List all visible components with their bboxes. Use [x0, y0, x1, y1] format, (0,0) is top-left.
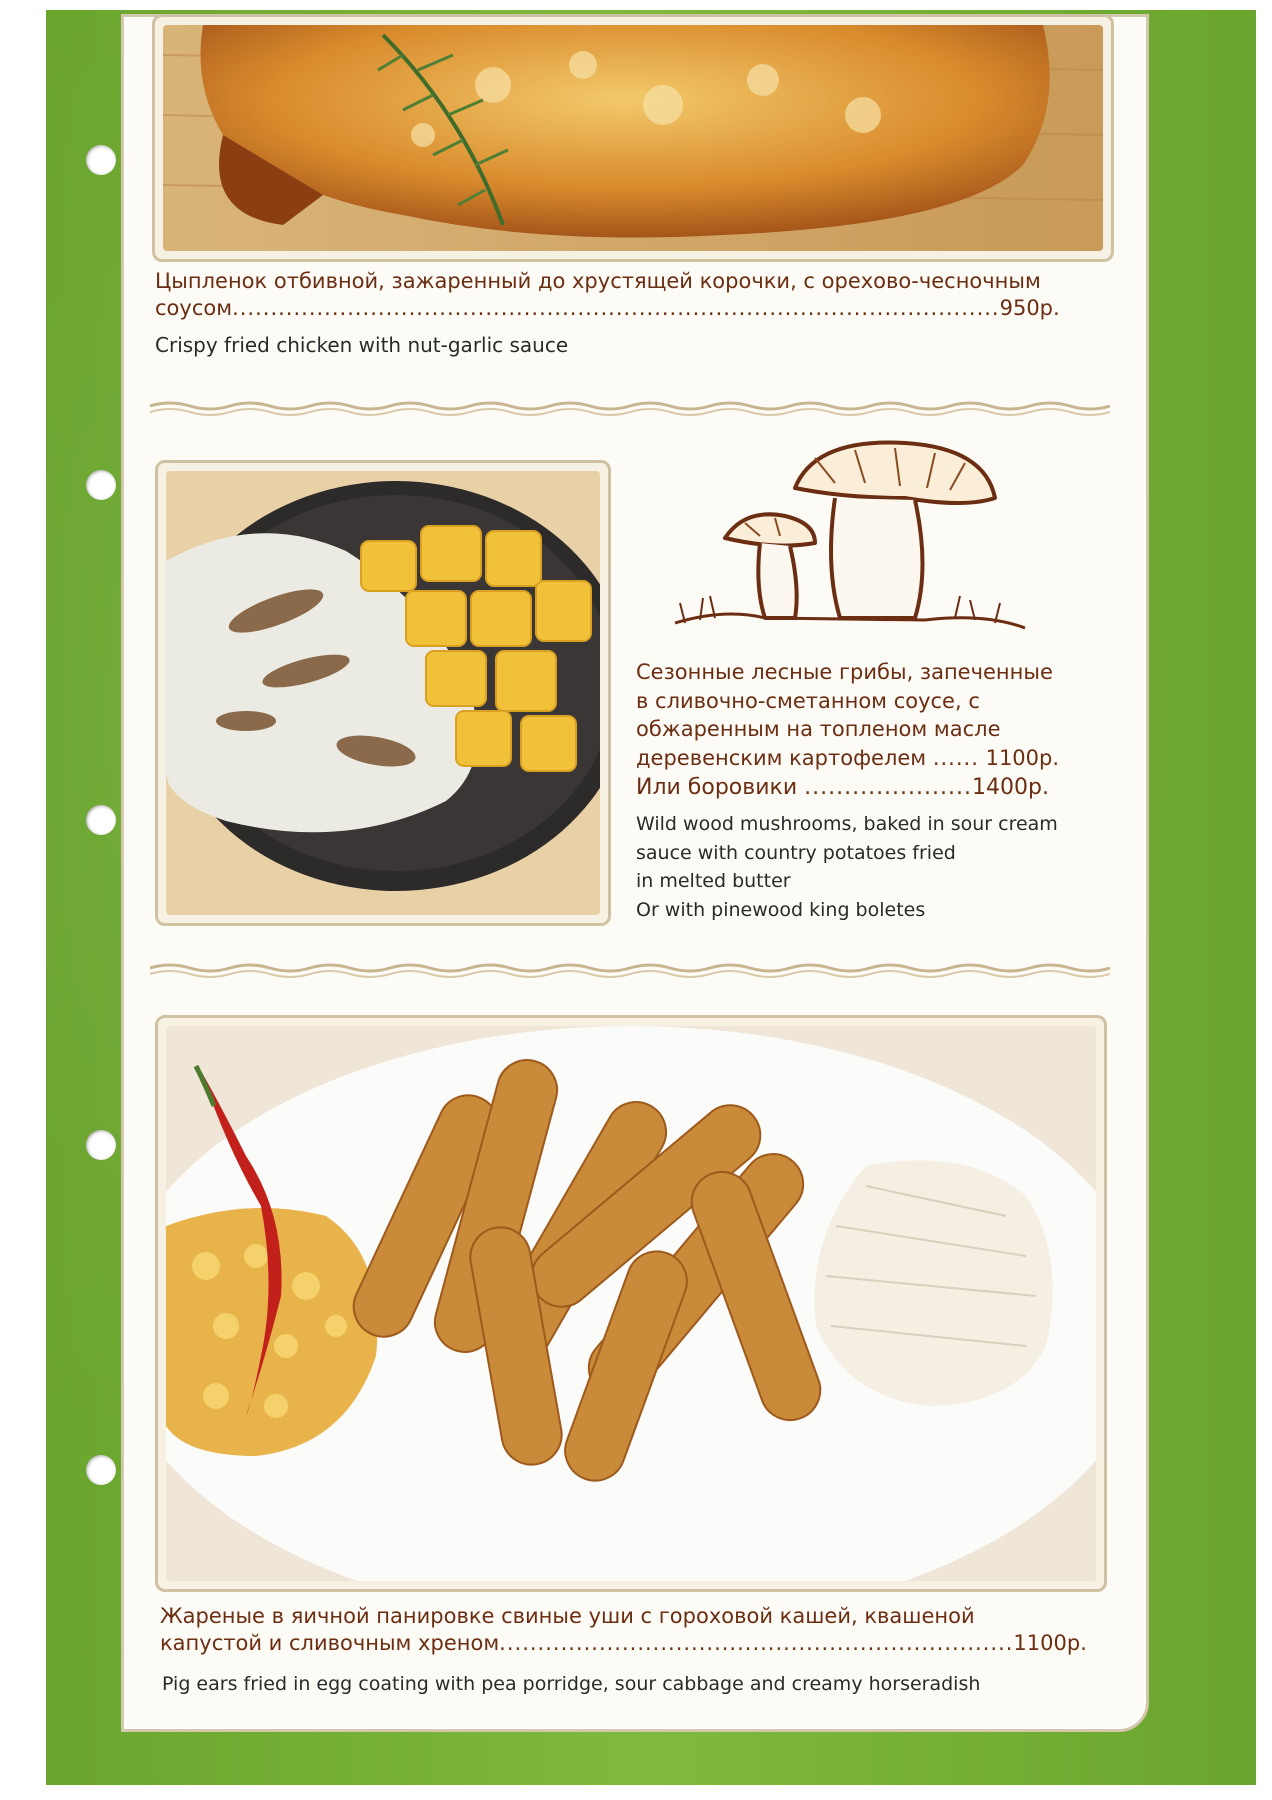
- price: 1100р.: [1013, 1631, 1087, 1655]
- pig-ears-photo: [166, 1026, 1096, 1581]
- binder-hole: [86, 1130, 116, 1160]
- dish-title-en: Crispy fried chicken with nut-garlic sauce: [155, 333, 569, 357]
- price: 950р.: [999, 296, 1060, 320]
- pig-ears-photo-frame: [155, 1015, 1107, 1592]
- wavy-divider: [150, 398, 1110, 418]
- chicken-photo: [163, 25, 1103, 251]
- dish-title-en: Pig ears fried in egg coating with pea porridge, sour cabbage and creamy horseradish: [162, 1673, 981, 1695]
- dish-title-ru: Сезонные лесные грибы, запеченные в сливочно-сметанном соусе, с обжаренным на топленом масле деревенским картофелем ...... 1100р. Или боровики .....................1400р.: [636, 660, 1060, 800]
- dish-title-ru: Цыпленок отбивной, зажаренный до хрустящей корочки, с орехово-чесночным соусом....................................................................................................950р.: [155, 269, 1060, 320]
- chicken-photo-frame: [152, 14, 1114, 262]
- mushroom-dish-photo: [166, 471, 600, 915]
- dish-title-en: Wild wood mushrooms, baked in sour cream sauce with country potatoes fried in melted butter Or with pinewood king boletes: [636, 813, 1058, 921]
- binder-hole: [86, 1455, 116, 1485]
- binder-hole: [86, 470, 116, 500]
- binder-hole: [86, 145, 116, 175]
- dish-title-ru: Жареные в яичной панировке свиные уши с гороховой кашей, квашеной капустой и сливочным хреном...................................................................1100р.: [160, 1604, 1087, 1655]
- wavy-divider: [150, 960, 1110, 980]
- price: 1100р.: [985, 745, 1060, 770]
- alt-price: 1400р.: [971, 775, 1049, 800]
- mushroom-dish-photo-frame: [155, 460, 611, 926]
- mushroom-illustration-icon: [665, 428, 1035, 648]
- binder-hole: [86, 805, 116, 835]
